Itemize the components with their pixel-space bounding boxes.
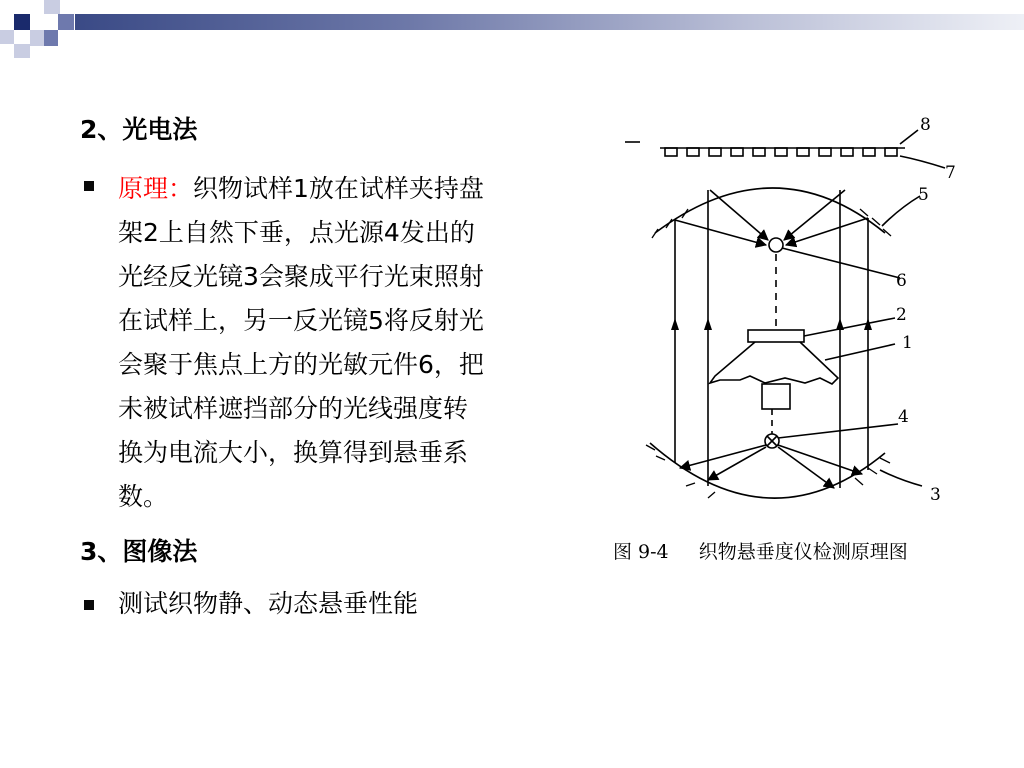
leader-6 (782, 248, 900, 278)
principle-line: 数。 (118, 482, 169, 511)
bullet-square-icon (84, 600, 94, 610)
principle-line: 在试样上，另一反光镜5将反射光 (118, 306, 484, 335)
top-mirror (655, 188, 885, 233)
principle-label: 原理： (118, 174, 194, 203)
up-arrow (704, 318, 712, 330)
leader-4 (778, 424, 898, 438)
principle-line: 光经反光镜3会聚成平行光束照射 (118, 262, 484, 291)
figure-caption (613, 540, 908, 564)
plate-cell (731, 148, 743, 156)
up-arrow (836, 318, 844, 330)
plate-cell (885, 148, 897, 156)
plate-cell (819, 148, 831, 156)
decor-square-dark (14, 14, 30, 30)
plate-cell (863, 148, 875, 156)
figure-caption-number: 图 9-4 (613, 541, 669, 563)
label-3: 3 (930, 485, 941, 505)
photo-element-6 (769, 238, 783, 252)
ray (675, 220, 766, 245)
principle-line: 织物试样1放在试样夹持盘 (193, 174, 484, 203)
principle-line: 会聚于焦点上方的光敏元件6，把 (118, 350, 484, 379)
specimen-holder-2 (748, 330, 804, 342)
plate-cell (665, 148, 677, 156)
principle-line: 未被试样遮挡部分的光线强度转 (118, 394, 469, 423)
fabric-specimen-1 (710, 342, 838, 384)
decor-square-light (30, 30, 44, 46)
plate-cell (841, 148, 853, 156)
decor-square-light (44, 0, 60, 14)
label-2: 2 (896, 305, 907, 325)
leader-3 (880, 470, 922, 486)
decor-square-light (14, 44, 30, 58)
label-5: 5 (918, 185, 929, 205)
decor-square-mid (44, 30, 58, 46)
leader-8 (900, 130, 918, 144)
up-arrow (671, 318, 679, 330)
specimen-stem (762, 384, 790, 409)
decor-square-mid (58, 14, 74, 30)
ray (786, 218, 868, 245)
plate-cell (797, 148, 809, 156)
label-1: 1 (902, 333, 913, 353)
label-6: 6 (896, 271, 907, 291)
ray (778, 445, 862, 474)
plate-cell (709, 148, 721, 156)
principle-line: 架2上自然下垂，点光源4发出的 (118, 218, 475, 247)
image-method-bullet-text: 测试织物静、动态悬垂性能 (118, 589, 419, 618)
ray (778, 447, 834, 488)
decor-square-light (0, 30, 14, 44)
label-4: 4 (898, 407, 909, 427)
leader-5 (882, 196, 920, 226)
plate-cell (753, 148, 765, 156)
bullet-square-icon (84, 181, 94, 191)
drape-tester-diagram (600, 108, 980, 578)
leader-2 (804, 318, 895, 336)
leader-1 (825, 344, 895, 360)
principle-line: 换为电流大小，换算得到悬垂系 (118, 438, 469, 467)
label-7: 7 (945, 163, 956, 183)
plate-cell (775, 148, 787, 156)
figure-caption-title: 织物悬垂度仪检测原理图 (698, 541, 908, 563)
principle-paragraph (118, 167, 588, 519)
ray (680, 445, 766, 468)
label-8: 8 (920, 115, 931, 135)
leader-7 (900, 156, 945, 168)
ray (784, 190, 845, 240)
header-gradient-bar (75, 14, 1024, 30)
section-2-heading: 2、光电法 (80, 115, 198, 144)
section-3-heading: 3、图像法 (80, 537, 198, 566)
plate-cell (687, 148, 699, 156)
